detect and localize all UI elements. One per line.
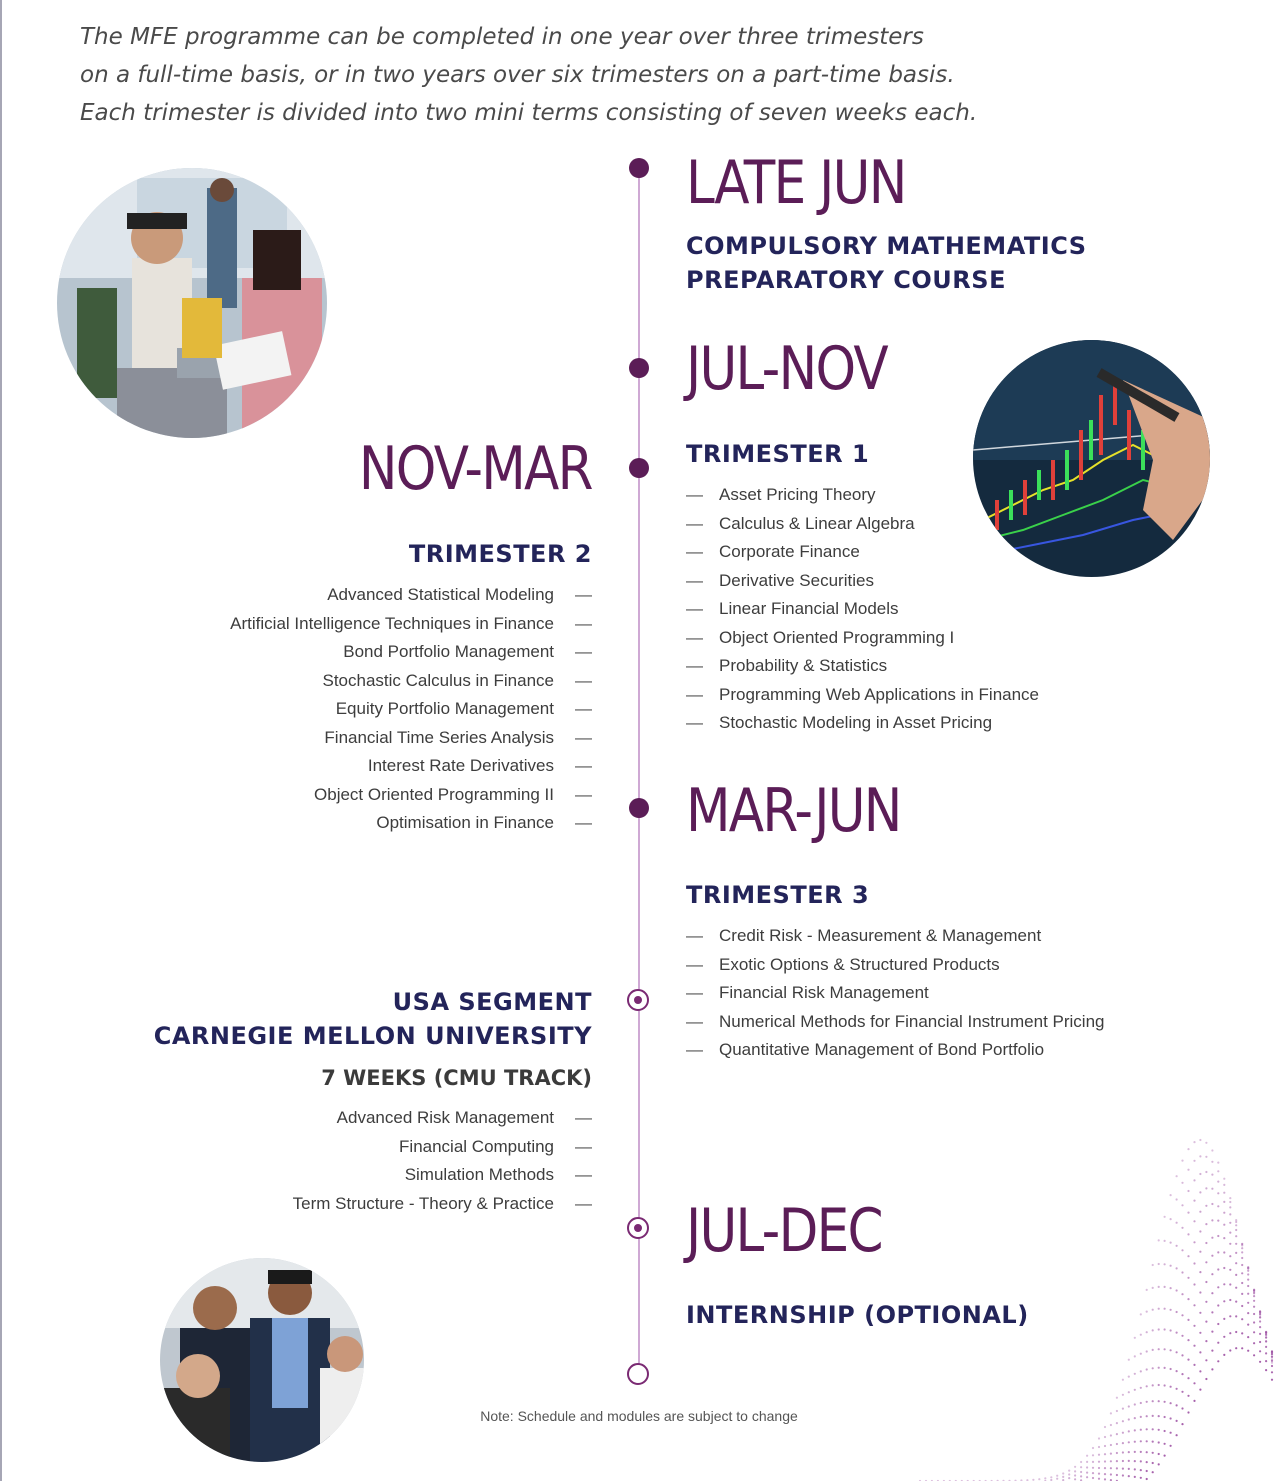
module-item: Artificial Intelligence Techniques in Finance —	[230, 610, 592, 639]
date-jul-dec: JUL-DEC	[686, 1196, 882, 1266]
date-late-jun: LATE JUN	[686, 148, 906, 218]
module-item: Stochastic Calculus in Finance —	[230, 667, 592, 696]
date-nov-mar: NOV-MAR	[359, 434, 592, 504]
module-item: — Calculus & Linear Algebra	[686, 510, 1039, 539]
students-discussion-photo	[57, 168, 327, 438]
timeline-ring-jul-dec	[627, 1217, 649, 1239]
trimester-2-module-list	[230, 581, 592, 838]
intro-line-1: The MFE programme can be completed in one year over three trimesters	[80, 24, 924, 50]
module-item: — Programming Web Applications in Finance	[686, 681, 1039, 710]
module-item: Advanced Statistical Modeling —	[230, 581, 592, 610]
timeline-dot-late-jun	[629, 158, 649, 178]
preparatory-course-title-line-2: PREPARATORY COURSE	[686, 266, 1006, 294]
intro-paragraph	[80, 18, 980, 132]
module-item: — Credit Risk - Measurement & Management	[686, 922, 1104, 951]
module-item: Simulation Methods —	[293, 1161, 592, 1190]
module-item: Bond Portfolio Management —	[230, 638, 592, 667]
cmu-students-photo	[160, 1258, 364, 1462]
module-item: — Corporate Finance	[686, 538, 1039, 567]
cmu-track-subtitle: 7 WEEKS (CMU TRACK)	[321, 1066, 592, 1090]
module-item: — Asset Pricing Theory	[686, 481, 1039, 510]
internship-title: INTERNSHIP (OPTIONAL)	[686, 1301, 1029, 1329]
module-item: Financial Time Series Analysis —	[230, 724, 592, 753]
module-item: — Financial Risk Management	[686, 979, 1104, 1008]
date-jul-nov: JUL-NOV	[686, 334, 888, 404]
module-item: Object Oriented Programming II —	[230, 781, 592, 810]
trimester-1-module-list	[686, 481, 1039, 738]
timeline-dot-nov-mar	[629, 458, 649, 478]
preparatory-course-title-line-1: COMPULSORY MATHEMATICS	[686, 232, 1087, 260]
trimester-1-title: TRIMESTER 1	[686, 440, 870, 468]
module-item: — Quantitative Management of Bond Portfolio	[686, 1036, 1104, 1065]
module-item: Equity Portfolio Management —	[230, 695, 592, 724]
module-item: — Numerical Methods for Financial Instrument Pricing	[686, 1008, 1104, 1037]
module-item: Advanced Risk Management —	[293, 1104, 592, 1133]
module-item: — Probability & Statistics	[686, 652, 1039, 681]
module-item: — Linear Financial Models	[686, 595, 1039, 624]
left-edge-rule	[0, 0, 2, 1481]
schedule-note: Note: Schedule and modules are subject to change	[480, 1408, 798, 1424]
timeline-dot-jul-nov	[629, 358, 649, 378]
dotted-wave-decoration	[900, 1130, 1278, 1481]
timeline-ring-usa-segment	[627, 989, 649, 1011]
usa-segment-module-list	[293, 1104, 592, 1218]
trimester-3-title: TRIMESTER 3	[686, 881, 870, 909]
intro-line-3: Each trimester is divided into two mini terms consisting of seven weeks each.	[80, 100, 978, 126]
module-item: — Object Oriented Programming I	[686, 624, 1039, 653]
timeline-line	[638, 168, 640, 1374]
module-item: Term Structure - Theory & Practice —	[293, 1190, 592, 1219]
module-item: — Exotic Options & Structured Products	[686, 951, 1104, 980]
trimester-2-title: TRIMESTER 2	[408, 540, 592, 568]
intro-line-2: on a full-time basis, or in two years over six trimesters on a part-time basis.	[80, 62, 955, 88]
module-item: Interest Rate Derivatives —	[230, 752, 592, 781]
module-item: — Stochastic Modeling in Asset Pricing	[686, 709, 1039, 738]
date-mar-jun: MAR-JUN	[686, 776, 901, 846]
timeline-ring-end	[627, 1363, 649, 1385]
module-item: Financial Computing —	[293, 1133, 592, 1162]
module-item: — Derivative Securities	[686, 567, 1039, 596]
usa-segment-title: USA SEGMENT	[392, 988, 592, 1016]
cmu-title: CARNEGIE MELLON UNIVERSITY	[153, 1022, 592, 1050]
timeline-dot-mar-jun	[629, 798, 649, 818]
trimester-3-module-list	[686, 922, 1104, 1065]
module-item: Optimisation in Finance —	[230, 809, 592, 838]
